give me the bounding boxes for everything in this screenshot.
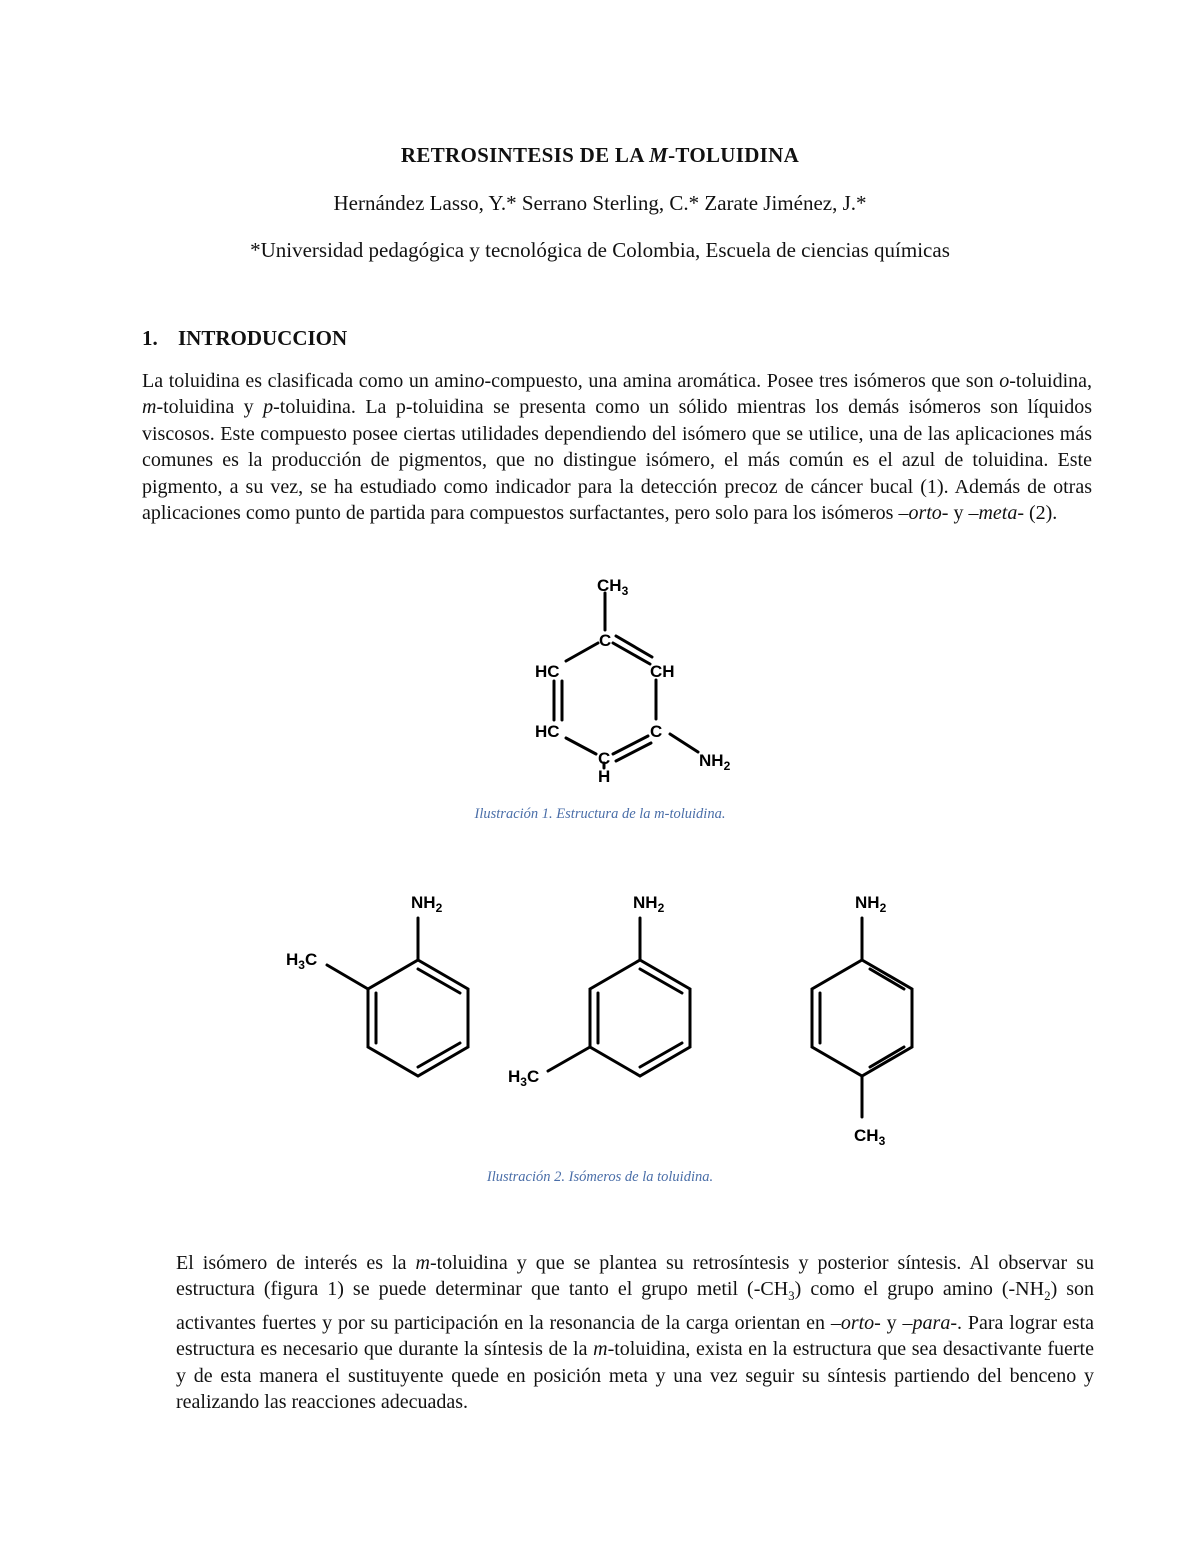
author-list: Hernández Lasso, Y.* Serrano Sterling, C.* Zarate Jiménez, J.*	[333, 191, 867, 215]
paper-title	[0, 143, 1200, 168]
hydrogen-bottom-label: H	[598, 767, 611, 786]
para-ch3-label: $CH_3$	[854, 1126, 886, 1148]
title-text-end: -TOLUIDINA	[668, 143, 800, 167]
section-title: INTRODUCCION	[178, 326, 348, 350]
title-text: RETROSINTESIS DE LA	[400, 143, 650, 167]
title-italic-letter: M	[649, 143, 669, 167]
ch-right-label: CH	[650, 662, 675, 681]
ortho-ch3-label: $H_3C$	[286, 950, 318, 972]
toluidine-isomers	[280, 885, 940, 1150]
carbon-right-label: C	[650, 722, 663, 741]
carbon-bottom-label: C	[598, 749, 611, 768]
ortho-nh2-label: $NH_2$	[411, 893, 443, 915]
meta-nh2-label: $NH_2$	[633, 893, 665, 915]
affiliation: *Universidad pedagógica y tecnológica de Colombia, Escuela de ciencias químicas	[250, 238, 950, 262]
intro-paragraph: La toluidina es clasificada como un amino-compuesto, una amina aromática. Posee tres isómeros que son o-toluidina, m-toluidina y p-toluidina. La p-toluidina se presenta como un sólido mientras los demás isómeros son líquidos viscosos. Este compuesto posee ciertas utilidades dependiendo del isómero que se utilice, una de las aplicaciones más comunes es la producción de pigmentos, que no distingue isómero, el más común es el azul de toluidina. Este pigmento, a su vez, se ha estudiado como indicador para la detección precoz de cáncer bucal (1). Además de otras aplicaciones como punto de partida para compuestos surfactantes, pero solo para los isómeros –orto- y –meta- (2).	[142, 370, 1092, 525]
hc-left-label: HC	[535, 662, 560, 681]
body-paragraph: El isómero de interés es la m-toluidina y que se plantea su retrosíntesis y posterior síntesis. Al observar su estructura (figura 1) se puede determinar que tanto el grupo metil $(-CH_3)$ como el grupo amino $(-NH_2)$ son activantes fuertes y por su participación en la resonancia de la carga orientan en –orto- y –para-. Para lograr esta estructura es necesario que durante la síntesis de la m-toluidina, exista en la estructura que sea desactivante fuerte y de esta manera el sustituyente quede en posición meta y una vez seguir su síntesis partiendo del benceno y realizando las reacciones adecuadas.	[176, 1252, 1095, 1414]
para-nh2-label: $NH_2$	[855, 893, 887, 915]
figure-1-caption: Ilustración 1. Estructura de la m-toluidina.	[474, 806, 726, 822]
section-heading	[142, 326, 347, 351]
m-toluidine-structure	[520, 568, 760, 790]
section-number: 1.	[142, 326, 158, 350]
figure-2-caption: Ilustración 2. Isómeros de la toluidina.	[486, 1169, 714, 1185]
nh2-label: $NH_2$	[699, 751, 731, 773]
hc-lower-label: HC	[535, 722, 560, 741]
ch3-label: $CH_3$	[597, 576, 629, 598]
carbon-top-label: C	[599, 631, 612, 650]
meta-ch3-label: $H_3C$	[508, 1067, 540, 1089]
